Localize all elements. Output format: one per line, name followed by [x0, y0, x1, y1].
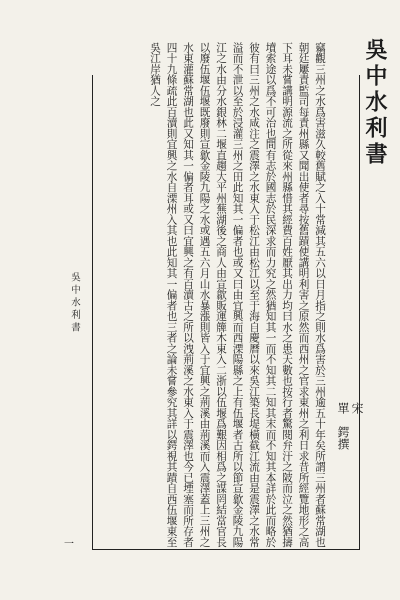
paragraph: 竊觀三州之水爲害滋久較舊賦之入十常減其五六以日月指之則水爲害於三州逾五十年矣所謂三州者蘇常湖也朝廷屢責監司每責州縣又聞出使者尋按舊蹟使講明利害之原然而西州之官求東州之利日求昔所經覽地形之高下耳未嘗講明源流之所從來州縣惜其經費百姓厭其出力均曰水之患天數也按行者驚閱弁汗之陂而泣之然猶擣墳索途以爲不可治也間有志於國志於民深求而力究之然猶知其一而不知其二知其末而不知其本詳於此而略於彼有曰三州之水咸注之震澤之水東入于松江由松江以至于海自慶曆以來吳江築長堤橫截江流由是震澤之水常溢而不泄以至於浸灌三州之田此知其一偏者也或又曰由宜興而西溧陽縣之上有伍堰者古所以節宣歙金陵九陽江之水由分水銀林二堰直趨大平州蕪湖後之商人由宣歙販運簰木東入二浙以伍堰爲艱因相爲之謀罔結當官長以廢伍堰伍堰既廢則宣歙金陵九陽之水或遇五六月山水暴漲則皆入于宜興之荊溪由荊溪而入震澤蓋上三州之水東灌蘇常湖也此又知其一偏者耳或又曰宜興之有百瀆古之所以洩荊溪之水東入于震澤也今已堙塞而所存者四十九條疏此百瀆則宜興之水自溧州入其也此知其一偏者也三者之論未嘗參究其詳以鍔視其蹟自西伍堰東至吳江岸猶人之 [149, 42, 326, 548]
page-number: 一 [64, 539, 74, 550]
margin-title: 吳中水利書 [69, 272, 80, 335]
body-text [96, 42, 328, 554]
author-dynasty: 宋 [350, 402, 364, 414]
author-name: 單 鍔撰 [336, 402, 350, 450]
author-line [336, 402, 364, 452]
book-title: 吳中水利書 [362, 38, 388, 168]
